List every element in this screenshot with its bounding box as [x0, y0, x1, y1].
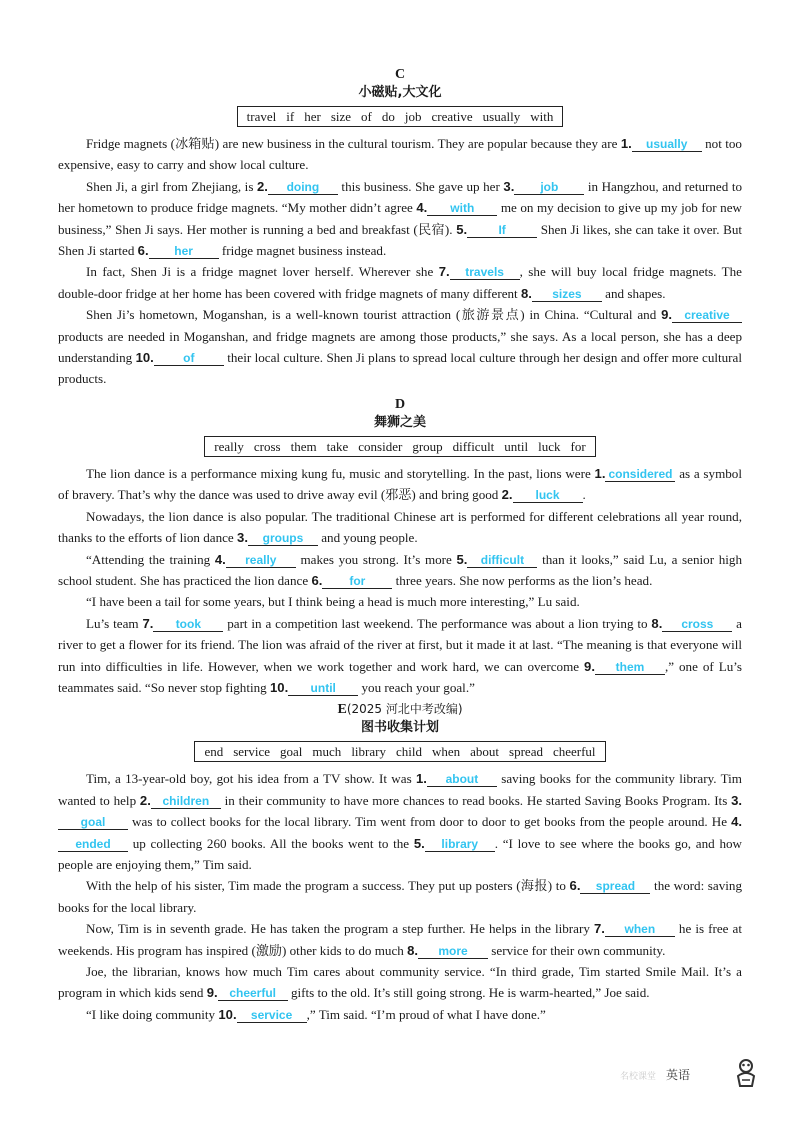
word-bank-item: service: [233, 744, 271, 760]
answer-blank: goal: [58, 816, 128, 830]
word-bank-item: for: [570, 438, 586, 454]
mascot-icon: [733, 1058, 759, 1093]
word-bank-item: her: [304, 109, 321, 124]
word-bank-item: spread: [509, 744, 543, 760]
word-bank-item: travel: [246, 109, 277, 124]
word-bank-item: child: [395, 744, 422, 760]
section-c: [58, 66, 742, 390]
source-note: (2025 河北中考改编): [346, 702, 463, 717]
word-bank-item: job: [404, 109, 422, 124]
section-e: [58, 700, 742, 1025]
page-footer: [620, 1066, 690, 1083]
worksheet: [58, 66, 742, 1025]
word-bank: [237, 106, 564, 127]
publisher-logo: 名校课堂: [620, 1072, 657, 1082]
answer-blank: until: [288, 682, 358, 696]
answer-blank: ended: [58, 838, 128, 852]
word-bank-item: cross: [253, 438, 281, 454]
word-bank-item: with: [530, 109, 554, 124]
word-bank-item: end: [204, 744, 224, 760]
word-bank-item: luck: [538, 438, 561, 454]
answer-blank: cheerful: [218, 987, 288, 1001]
paragraph: “I have been a tail for some years, but I think being a head is much more interesting,” Lu said.: [86, 594, 580, 610]
word-bank-item: really: [214, 438, 244, 454]
answer-blank: cross: [662, 618, 732, 632]
word-bank-item: cheerful: [552, 744, 596, 760]
answer-blank: children: [151, 795, 221, 809]
paragraph: Tim, a 13-year-old boy, got his idea from a TV show. It was 1. about saving books for the community library. Tim wanted to help 2. children in their community to have more chances to read books. He started Saving Books Program. Its 3.goal was to collect books for the local library. Tim went from door to door to get books from the people around. He 4.ended up collecting 260 books. All the books went to the 5. library . “I love to see where the books go, and how people are enjoying them,” Tim said.: [58, 771, 743, 872]
word-bank: [194, 741, 605, 762]
paragraph: In fact, Shen Ji is a fridge magnet lover herself. Wherever she 7. travels , she will buy local fridge magnets. The double-door fridge at her home has been covered with fridge magnets of many different 8. sizes and shapes.: [58, 264, 742, 301]
section-letter: E(2025 河北中考改编): [337, 702, 463, 718]
word-bank-item: them: [290, 438, 317, 454]
word-bank-item: about: [470, 744, 500, 760]
paragraph: The lion dance is a performance mixing kung fu, music and storytelling. In the past, lions were 1. considered as a symbol of bravery. That’s why the dance was used to drive away evil (邪恶) and bring good 2. luck .: [58, 465, 742, 503]
paragraph: Joe, the librarian, knows how much Tim cares about community service. “In third grade, Tim started Smile Mail. It’s a program in which kids send 9. cheerful gifts to the old. It’s still going strong. He is warm-hearted,” Joe said.: [58, 964, 742, 1001]
answer-blank: them: [595, 661, 665, 675]
answer-blank: library: [425, 838, 495, 852]
word-bank: [204, 436, 595, 457]
word-bank-item: when: [431, 744, 461, 760]
answer-blank: travels: [450, 266, 520, 280]
answer-blank: job: [514, 181, 584, 195]
answer-blank: luck: [513, 489, 583, 503]
paragraph: Shen Ji, a girl from Zhejiang, is 2. doing this business. She gave up her 3. job in Hangzhou, and returned to her hometown to produce fridge magnets. “My mother didn’t agree 4. with me on my decision to give up my job for new business,” Shen Ji says. Her mother is running a bed and breakfast (民宿). 5. If Shen Ji likes, she can take it over. But Shen Ji started 6. her fridge magnet business instead.: [58, 178, 743, 259]
word-bank-item: difficult: [452, 438, 495, 454]
answer-blank: took: [153, 618, 223, 632]
subject-label: 英语: [666, 1068, 691, 1082]
answer-blank: considered: [605, 468, 675, 482]
word-bank-item: if: [286, 109, 295, 124]
paragraph: Lu’s team 7. took part in a competition last weekend. The performance was about a lion trying to 8. cross a river to get a flower for its friend. The lion was afraid of the river at first, but it made it at last. “The meaning is that everyone will run into difficulties in life. However, when we work together and work hard, we can overcome 9. them ,” one of Lu’s teammates said. “So never stop fighting 10. until you reach your goal.”: [58, 615, 743, 695]
word-bank-item: size: [330, 109, 352, 124]
answer-blank: creative: [672, 309, 742, 323]
section-title: 舞狮之美: [373, 414, 426, 430]
answer-blank: If: [467, 224, 537, 238]
answer-blank: really: [226, 554, 296, 568]
answer-blank: service: [237, 1009, 307, 1023]
answer-blank: with: [427, 202, 497, 216]
word-bank-item: group: [412, 438, 443, 454]
answer-blank: about: [427, 773, 497, 787]
paragraph: Fridge magnets (冰箱贴) are new business in the cultural tourism. They are popular because they are 1. usually not too expensive, easy to carry and show local culture.: [58, 136, 742, 173]
word-bank-item: goal: [280, 744, 303, 760]
answer-blank: difficult: [467, 554, 537, 568]
answer-blank: of: [154, 352, 224, 366]
paragraph: “I like doing community 10. service ,” Tim said. “I’m proud of what I have done.”: [86, 1006, 546, 1022]
paragraph: Now, Tim is in seventh grade. He has taken the program a step further. He helps in the library 7. when he is free at weekends. His program has inspired (激励) other kids to do much 8. more service for their own community.: [58, 921, 742, 958]
section-title: 图书收集计划: [360, 720, 439, 736]
word-bank-item: usually: [482, 109, 521, 124]
word-bank-item: of: [361, 109, 372, 124]
section-d: [58, 396, 742, 698]
paragraph: “Attending the training 4. really makes you strong. It’s more 5. difficult than it looks,” said Lu, a senior high school student. She has practiced the lion dance 6. for three years. She now performs as the lion’s head.: [58, 551, 742, 588]
section-title: 小磁贴,大文化: [358, 85, 442, 100]
paragraph: Shen Ji’s hometown, Moganshan, is a well-known tourist attraction (旅游景点) in China. “Cultural and 9. creative products are needed in Moganshan, and fridge magnets are among those products,” she says. As a local person, she has a deep understanding 10. of their local culture. Shen Ji plans to spread local culture through her design and offer more cultural products.: [58, 307, 742, 387]
word-bank-item: do: [381, 109, 395, 124]
paragraph: Nowadays, the lion dance is also popular. The traditional Chinese art is performed for different celebrations all year round, thanks to the efforts of lion dance 3. groups and young people.: [58, 508, 742, 546]
paragraph: With the help of his sister, Tim made the program a success. They put up posters (海报) to 6. spread the word: saving books for the local library.: [58, 878, 742, 915]
answer-blank: groups: [248, 532, 318, 546]
word-bank-item: take: [326, 438, 349, 454]
section-letter: D: [394, 396, 406, 412]
word-bank-item: creative: [431, 109, 473, 124]
answer-blank: when: [605, 923, 675, 937]
word-bank-item: until: [504, 438, 529, 454]
word-bank-item: consider: [358, 438, 403, 454]
section-letter: C: [394, 67, 406, 82]
answer-blank: spread: [580, 880, 650, 894]
word-bank-item: much: [312, 744, 342, 760]
answer-blank: for: [322, 575, 392, 589]
answer-blank: sizes: [532, 288, 602, 302]
answer-blank: her: [149, 245, 219, 259]
answer-blank: more: [418, 945, 488, 959]
answer-blank: doing: [268, 181, 338, 195]
word-bank-item: library: [351, 744, 386, 760]
answer-blank: usually: [632, 138, 702, 152]
